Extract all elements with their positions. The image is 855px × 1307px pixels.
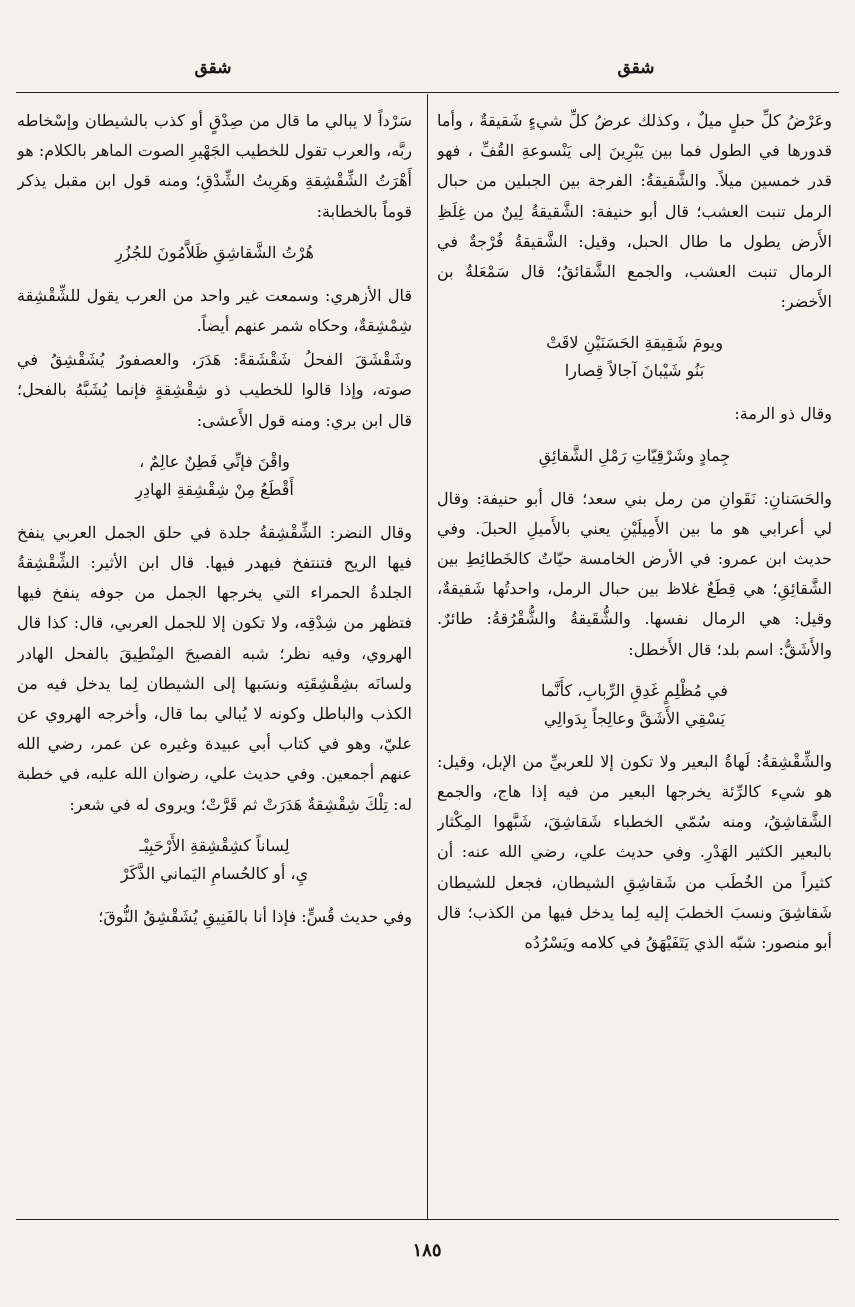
verse-line: جِمادٍ وشَرْقِيّاتِ رَمْلِ الشَّقائِقِ: [538, 445, 731, 465]
paragraph: سَرْداً لا يبالي ما قال من صِدْقٍ أو كذب بالشيطان وإسْخاطه ربَّه، والعرب تقول للخطيب الجَهْيرِ الصوت الماهر بالكلام: هو أَهْرَتُ الشِّقْشِقةِ وهَرِيتُ الشِّدْقِ؛ ومنه قول ابن مقبل يذكر قوماً بالخطابة:: [17, 111, 412, 221]
verse-line: ويومَ شَقِيقةِ الحَسَنَيْنِ لاقَتْ: [546, 333, 723, 353]
verse-line: أَقْطَعُ مِنْ شِقْشِقةِ الهادِرِ: [135, 479, 294, 499]
page-number: ١٨٥: [412, 1240, 442, 1261]
bottom-rule: [16, 1219, 839, 1220]
verse-line: يَسْقِي الأَشَقَّ وعالِجاً بِدَوالِي: [543, 708, 726, 728]
paragraph: وعَرْضُ كلِّ حبلٍ ميلٌ ، وكذلك عرضُ كلِّ شيءٍ شَقيقةٌ ، وأما قدورها في الطول فما بين يَبْرِينَ إلى يَنْسوعةِ القُفِّ ، فهو قدر خمسين ميلاً. والشَّقيقةُ: الفرجة بين الجبلين من حبال الرمل تنبت العشب؛ قال أبو حنيفة: الشَّقيقةُ لِينٌ من غِلَظِ الأَرض يطول ما طال الحبل، وقيل: الشَّقيقةُ فُرْجةٌ في الرمال تنبت العشب، والجمع الشَّقائقُ؛ قال سَمْعَلةُ بن الأَخضر:: [437, 111, 832, 312]
paragraph: والشِّقْشِقةُ: لَهاةُ البعير ولا تكون إلا للعربيِّ من الإبل، وقيل: هو شيء كالرِّئة يخرجها البعير من فيه إذا هاج، والجمع الشَّقاشِقُ، ومنه سُمّي الخطباء شَقاشِقَ، شَبَّهوا المِكْثار بالبعير الكثير الهَدْرِ. وفي حديث علي، رضي الله عنه: أن كثيراً من الخُطَب من شَقاشِقِ الشيطان، فجعل للشيطان شَقاشِقَ ونسبَ الخطبَ إليه لِما يدخل فيها من الكذب؛ قال أبو منصور: شبّه الذي يَتَفَيْهَقُ في كلامه ويَسْرُدُه: [437, 751, 832, 953]
verse: [437, 442, 832, 470]
right-column: [437, 106, 832, 1212]
paragraph: وفي حديث قُسٍّ: فإذا أنا بالفَنِيقِ يُشَقْشِقُ النُّوقَ؛: [98, 906, 412, 926]
paragraph: وقال ذو الرمة:: [734, 404, 832, 424]
running-head-right: شقق: [617, 58, 655, 78]
running-head-left: شقق: [194, 58, 232, 78]
verse-line: في مُظْلِمٍ غَدِقِ الرِّبابِ، كأَنَّما: [541, 680, 728, 700]
verse-line: لِساناً كشِقْشِقةِ الأَرْحَبِيْـ: [139, 835, 290, 855]
verse-line: يِ، أو كالحُسامِ اليَماني الذَّكَرْ: [120, 863, 309, 883]
left-column: [17, 106, 412, 1212]
paragraph: وقال النضر: الشِّقْشِقةُ جلدة في حلق الجمل العربي ينفخ فيها الريح فتنتفخ فيهدر فيها. قال ابن الأثير: الشِّقْشِقةُ الجلدةُ الحمراء التي يخرجها الجمل من جوفه ينفخ فيها فتظهر من شِدْقِه، ولا تكون إلا للجمل العربي، قال: كذا قال الهروي، وفيه نظر؛ شبه الفصيحَ المِنْطِيقَ بالفحل الهادر ولسانَه بشِقْشِقَتِه ونسَبها إلى الشيطان لِما يدخل فيه من الكذب والباطل وكونه لا يُبالي بما قال، وأخرجه الهروي عن عليّ، وهو في كتاب أبي عبيدة وغيره عن عمر، رضي الله عنهم أجمعين. وفي حديث علي، رضوان الله عليه، في خطبة له: تِلْكَ شِقْشِقةٌ هَدَرَتْ ثم قَرَّتْ؛ ويروى له في شعر:: [17, 522, 412, 814]
verse: [437, 329, 832, 385]
column-separator: [427, 94, 428, 1219]
verse-line: واقْنَ فإنِّي فَطِنٌ عالِمٌ ،: [139, 451, 290, 471]
verse: [17, 832, 412, 888]
top-rule: [16, 92, 839, 93]
paragraph: وشَقْشَقَ الفحلُ شَقْشَقةً: هَدَرَ، والعصفورُ يُشَقْشِقُ في صوته، وإذا قالوا للخطيب ذو شِقْشِقةٍ فإنما يُشَبَّهُ بالفحل؛ قال ابن بري: ومنه قول الأَعشى:: [17, 350, 412, 430]
verse: [437, 677, 832, 733]
verse: [17, 239, 412, 267]
verse: [17, 448, 412, 504]
verse-line: بَنُو شَيْبانَ آجالاً قِصارا: [564, 361, 705, 381]
paragraph: والحَسَنانِ: نَقَوانِ من رمل بني سعد؛ قال أبو حنيفة: وقال لي أعرابي هو ما بين الأَمِيلَيْنِ يعني بالأَميلِ الحبلَ. وفي حديث ابن عمرو: في الأرض الخامسة حيّاتٌ كالخَطائِطِ بين الشَّقائِقِ؛ هي قِطَعٌ غلاظ بين حبال الرمل، واحدتُها شَقيقةٌ، وقيل: هي الرمال نفسها. والشُّقَيقةُ والشُّقْرُقةُ: طائرٌ. والأَشَقُّ: اسم بلد؛ قال الأَخطل:: [437, 488, 832, 659]
paragraph: قال الأزهري: وسمعت غير واحد من العرب يقول للشِّقْشِقة شِمْشِقةٌ، وحكاه شمر عنهم أيضاً.: [17, 285, 412, 336]
verse-line: هُرْتُ الشَّقاشِقِ ظَلاَّمُونَ للجُزُرِ: [115, 242, 314, 262]
